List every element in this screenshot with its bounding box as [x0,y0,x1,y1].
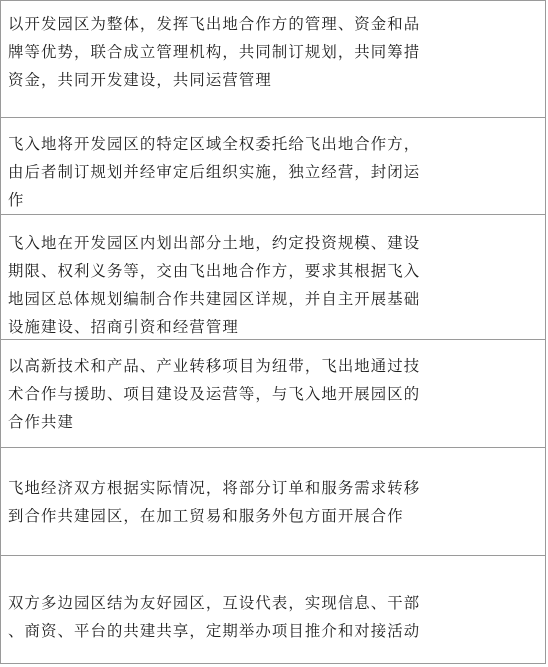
row-text-line: 牌等优势，联合成立管理机构，共同制订规划，共同筹措 [8,43,421,61]
row-text-line: 到合作共建园区，在加工贸易和服务外包方面开展合作 [8,507,404,525]
row-text-line: 飞入地将开发园区的特定区域全权委托给飞出地合作方， [8,135,421,153]
row-text-line: 、商资、平台的共建共享，定期举办项目推介和对接活动 [8,622,421,640]
table-row [1,340,545,448]
table-row [1,556,545,665]
row-text-line: 以开发园区为整体，发挥飞出地合作方的管理、资金和品 [8,15,421,33]
row-text-line: 合作共建 [8,413,74,431]
row-text-line: 以高新技术和产品、产业转移项目为纽带，飞出地通过技 [8,357,421,375]
row-text-line: 飞地经济双方根据实际情况，将部分订单和服务需求转移 [8,479,421,497]
row-text-line: 双方多边园区结为友好园区，互设代表，实现信息、干部 [8,594,421,612]
row-text-line: 资金，共同开发建设，共同运营管理 [8,71,272,89]
table-row [1,448,545,556]
table-row [1,118,545,215]
row-text-line: 术合作与援助、项目建设及运营等，与飞入地开展园区的 [8,385,421,403]
row-text-line: 由后者制订规划并经审定后组织实施，独立经营，封闭运 [8,163,421,181]
row-text-line: 地园区总体规划编制合作共建园区详规，并自主开展基础 [8,290,421,308]
row-text-line: 设施建设、招商引资和经营管理 [8,318,239,336]
table-row [1,1,545,118]
table-row [1,215,545,340]
row-text-line: 飞入地在开发园区内划出部分土地，约定投资规模、建设 [8,234,421,252]
row-text-line: 期限、权利义务等，交由飞出地合作方，要求其根据飞入 [8,262,421,280]
row-text-line: 作 [8,191,25,209]
